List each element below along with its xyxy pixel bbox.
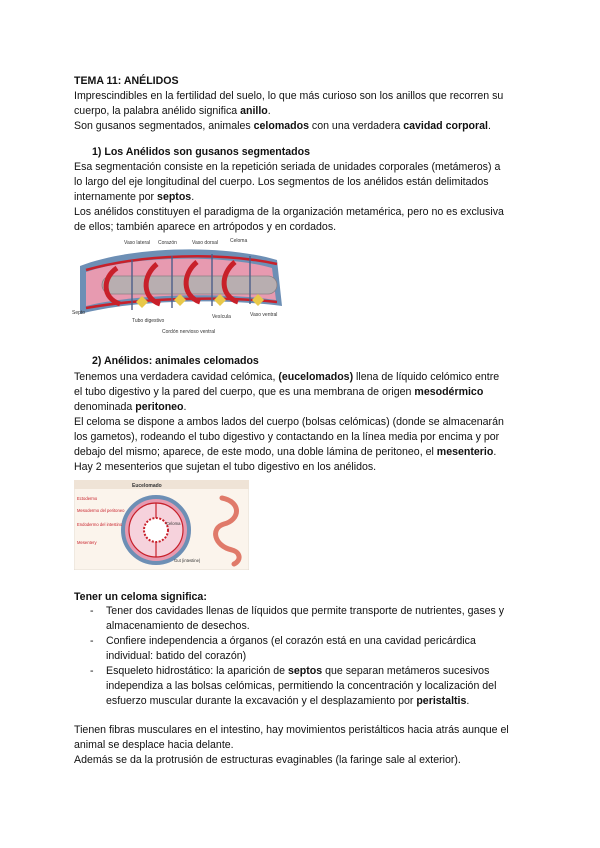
section-2-line-1: Tenemos una verdadera cavidad celómica, (eucelomados) llena de líquido celómico entre [74, 371, 500, 383]
bullet-3-line-3: esfuerzo muscular durante la excavación y el desplazamiento por peristaltis. [106, 695, 470, 707]
closing-line-3: Además se da la protrusión de estructuras evaginables (la faringe sale al exterior). [74, 754, 461, 766]
label-septo: Septo [72, 310, 86, 316]
section-2-line-5: los gametos), rodeando el tubo digestivo y contactando en la línea media por encima y por [74, 431, 500, 443]
label-endodermo: Endodermo del intestino [77, 522, 123, 527]
bullet-3-line-1: Esqueleto hidrostático: la aparición de septos que separan metámeros sucesivos [106, 665, 490, 677]
section-2-heading: 2) Anélidos: animales celomados [92, 355, 259, 367]
figure-2-header: Eucelomado [132, 483, 162, 489]
label-gut: Gut (intestine) [174, 558, 201, 563]
label-ectodermo: Ectodermo [77, 496, 98, 501]
bullet-1-line-1: Tener dos cavidades llenas de líquidos que permite transporte de nutrientes, gases y [106, 605, 505, 617]
bullet-2-line-1: Confiere independencia a órganos (el corazón está en una cavidad pericárdica [106, 635, 476, 647]
section-1-line-1: Esa segmentación consiste en la repetición seriada de unidades corporales (metámeros) a [74, 161, 501, 173]
intro-line-1: Imprescindibles en la fertilidad del suelo, lo que más curioso son los anillos que recorren su [74, 90, 504, 102]
label-corazon: Corazón [158, 240, 177, 246]
label-cordon: Cordón nervioso ventral [162, 329, 216, 335]
bullet-3-dash: - [90, 665, 94, 677]
bullet-2-line-2: individual: batido del corazón) [106, 650, 247, 662]
label-vaso-dorsal: Vaso dorsal [192, 240, 219, 246]
bullet-3-line-2: independiza a las bolsas celómicas, permitiendo la concentración y localización del [106, 680, 497, 692]
section-2-line-7: Hay 2 mesenterios que sujetan el tubo digestivo en los anélidos. [74, 461, 377, 473]
section-2-line-2: el tubo digestivo y la pared del cuerpo, que es una membrana de origen mesodérmico [74, 386, 484, 398]
label-celoma-2: Celoma [166, 521, 181, 526]
section-2-line-3: denominada peritoneo. [74, 401, 187, 413]
label-mesodermo: Mesodermo del peritoneo [77, 508, 125, 513]
section-1-line-5: de ellos; también aparece en artrópodos y en cordados. [74, 221, 337, 233]
label-vaso-ventral: Vaso ventral [250, 312, 278, 318]
section-2-line-6: debajo del mismo; aparece, de este modo, una doble lámina de peritoneo, el mesenterio. [74, 446, 497, 458]
intro-line-2: cuerpo, la palabra anélido significa anillo. [74, 105, 271, 117]
gut-section [144, 518, 168, 542]
section-2-line-4: El celoma se dispone a ambos lados del cuerpo (bolsas celómicas) (donde se almacenarán [74, 416, 504, 428]
section-1-line-2: lo largo del eje longitudinal del cuerpo. Los segmentos de los anélidos están delimitados [74, 176, 489, 188]
section-1-line-3: internamente por septos. [74, 191, 195, 203]
bullet-1-dash: - [90, 605, 94, 617]
section-1-heading: 1) Los Anélidos son gusanos segmentados [92, 146, 310, 158]
page-title: TEMA 11: ANÉLIDOS [74, 75, 179, 87]
closing-line-1: Tienen fibras musculares en el intestino, hay movimientos peristálticos hacia atrás aunque el [74, 724, 509, 736]
annelid-segments-figure [72, 238, 297, 338]
label-vaso-lateral: Vaso lateral [124, 240, 151, 246]
label-mesentery: Mesentery [77, 540, 97, 545]
bullet-2-dash: - [90, 635, 94, 647]
section-1-line-4: Los anélidos constituyen el paradigma de la organización metamérica, pero no es exclusiva [74, 206, 504, 218]
label-tubo-digestivo: Tubo digestivo [132, 318, 165, 324]
section-3-heading: Tener un celoma significa: [74, 591, 207, 603]
closing-line-2: animal se desplace hacia delante. [74, 739, 234, 751]
coelomate-cross-section-figure [74, 480, 249, 570]
label-celoma: Celoma [230, 238, 248, 244]
intro-line-3: Son gusanos segmentados, animales celomados con una verdadera cavidad corporal. [74, 120, 491, 132]
label-vesicula: Vesícula [212, 314, 231, 320]
bullet-1-line-2: almacenamiento de desechos. [106, 620, 250, 632]
